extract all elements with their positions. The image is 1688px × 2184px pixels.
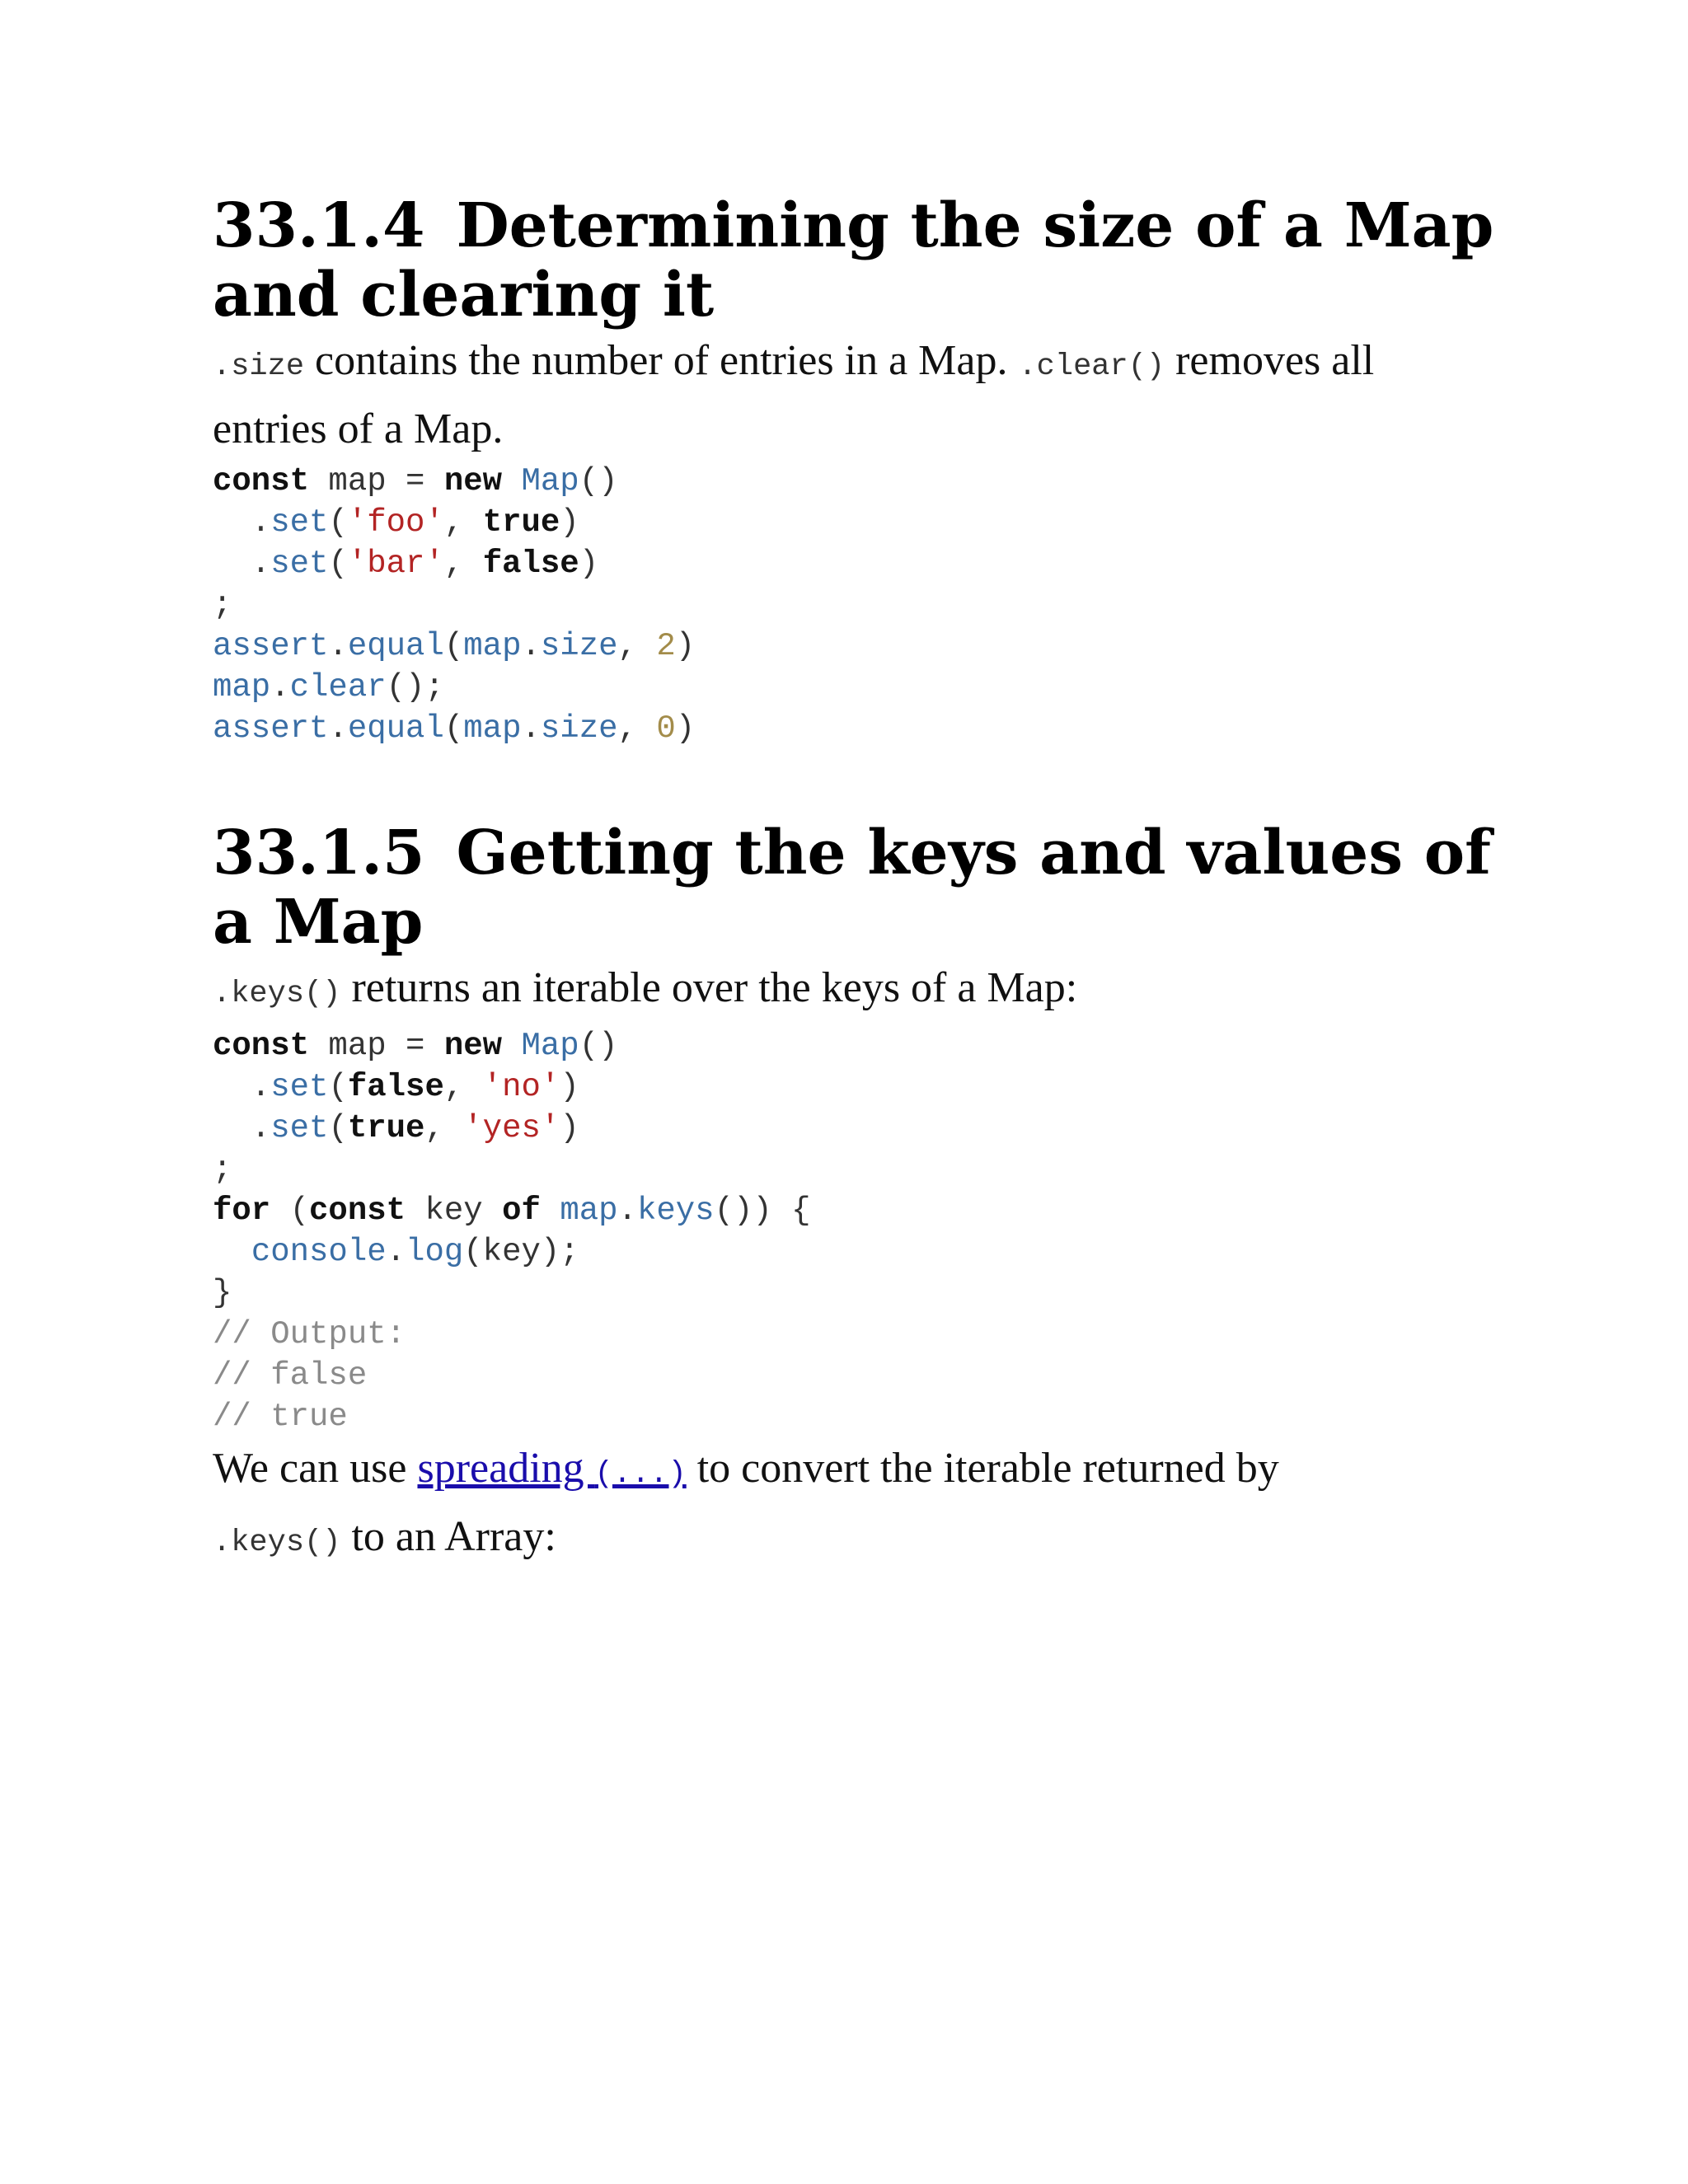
code-text: ()) {: [714, 1193, 811, 1229]
code-identifier: map: [463, 710, 522, 747]
link-code: (...): [594, 1457, 687, 1492]
code-keyword: new: [443, 1028, 503, 1064]
code-text: .: [328, 628, 348, 664]
inline-code-keys: .keys(): [213, 1526, 341, 1560]
code-block-size-assert: [213, 626, 1498, 749]
code-text: ,: [443, 1069, 483, 1105]
code-keyword: for: [213, 1193, 271, 1229]
code-text: ,: [443, 504, 483, 541]
code-text: ): [675, 628, 696, 664]
code-text: (): [579, 463, 618, 499]
code-text: (: [270, 1193, 310, 1229]
paragraph-text: We can use: [213, 1445, 418, 1492]
section-heading-33-1-4: [213, 191, 1498, 330]
paragraph-text: returns an iterable over the keys of a Map:: [340, 964, 1078, 1011]
code-string: 'bar': [347, 546, 444, 582]
code-text: .: [213, 1110, 271, 1146]
code-identifier: size: [540, 628, 618, 664]
paragraph-text: removes all entries of a Map.: [213, 337, 1375, 452]
code-keyword: const: [213, 1028, 310, 1064]
inline-code-clear: .clear(): [1018, 349, 1165, 384]
code-keyword: const: [213, 463, 310, 499]
code-identifier: assert: [213, 628, 329, 664]
inline-code-keys: .keys(): [213, 977, 341, 1011]
code-keyword: false: [482, 546, 579, 582]
code-text: (: [443, 628, 464, 664]
paragraph-text: contains the number of entries in a Map.: [304, 337, 1019, 384]
code-identifier: set: [270, 546, 329, 582]
code-text: [502, 463, 521, 499]
paragraph-text: to convert the iterable returned by: [686, 1445, 1279, 1492]
code-text: ,: [424, 1110, 464, 1146]
code-comment: // Output:: [213, 1316, 406, 1352]
code-text: (: [328, 1110, 348, 1146]
content: [213, 191, 1498, 1574]
code-block-create-map: [213, 461, 1498, 626]
paragraph-keys: [213, 957, 1498, 1025]
code-text: (: [328, 504, 348, 541]
code-text: (: [328, 1069, 348, 1105]
code-identifier: assert: [213, 710, 329, 747]
inline-code-size: .size: [213, 349, 305, 384]
code-text: [541, 1193, 560, 1229]
section-number: 33.1.4: [213, 190, 425, 261]
code-text: ,: [443, 546, 483, 582]
code-identifier: set: [270, 1110, 329, 1146]
code-identifier: map: [463, 628, 522, 664]
code-comment: // false: [213, 1357, 368, 1394]
code-identifier: Map: [521, 463, 579, 499]
code-text: .: [213, 504, 271, 541]
code-text: ): [560, 1110, 579, 1146]
code-text: .: [386, 1234, 406, 1270]
paragraph-spreading: [213, 1437, 1498, 1574]
section-title: Determining the size of a Map and clearing it: [213, 190, 1494, 330]
section-heading-33-1-5: [213, 818, 1498, 957]
code-number: 2: [656, 628, 676, 664]
code-identifier: log: [406, 1234, 464, 1270]
code-text: (): [579, 1028, 618, 1064]
code-keyword: new: [443, 463, 503, 499]
code-text: map =: [309, 463, 444, 499]
code-text: [502, 1028, 521, 1064]
code-text: ): [560, 1069, 579, 1105]
paragraph-size-clear: [213, 330, 1498, 461]
section-number: 33.1.5: [213, 818, 425, 888]
code-text: (: [328, 546, 348, 582]
code-text: [213, 1234, 251, 1270]
code-text: ,: [617, 710, 657, 747]
code-identifier: set: [270, 504, 329, 541]
code-keyword: true: [347, 1110, 425, 1146]
code-text: ): [579, 546, 599, 582]
code-keyword: const: [309, 1193, 406, 1229]
code-identifier: clear: [289, 669, 387, 705]
code-text: .: [270, 669, 290, 705]
link-text: spreading: [417, 1445, 595, 1492]
code-text: .: [617, 1193, 637, 1229]
code-text: .: [213, 1069, 271, 1105]
code-keyword: true: [482, 504, 560, 541]
code-text: ,: [617, 628, 657, 664]
code-identifier: equal: [347, 628, 444, 664]
code-keyword: false: [347, 1069, 444, 1105]
code-keyword: of: [502, 1193, 541, 1229]
code-identifier: size: [540, 710, 618, 747]
section-title: Getting the keys and values of a Map: [213, 818, 1491, 958]
code-text: (key);: [463, 1234, 579, 1270]
code-string: 'yes': [463, 1110, 560, 1146]
code-comment: // true: [213, 1399, 348, 1435]
code-identifier: equal: [347, 710, 444, 747]
code-text: ): [560, 504, 579, 541]
spreading-link[interactable]: [417, 1445, 686, 1492]
code-text: ): [675, 710, 696, 747]
code-text: .: [521, 710, 541, 747]
code-text: ();: [386, 669, 444, 705]
code-identifier: map: [213, 669, 271, 705]
code-text: }: [213, 1275, 232, 1311]
code-text: .: [521, 628, 541, 664]
code-identifier: map: [560, 1193, 618, 1229]
code-block-iterate-keys: [213, 1190, 1498, 1437]
code-text: map =: [309, 1028, 444, 1064]
code-text: .: [328, 710, 348, 747]
code-text: key: [406, 1193, 503, 1229]
code-block-create-map-2: [213, 1025, 1498, 1190]
code-text: .: [213, 546, 271, 582]
code-text: ;: [213, 587, 232, 623]
code-identifier: console: [251, 1234, 387, 1270]
code-string: 'foo': [347, 504, 444, 541]
code-number: 0: [656, 710, 676, 747]
code-identifier: Map: [521, 1028, 579, 1064]
code-text: ;: [213, 1151, 232, 1188]
code-identifier: set: [270, 1069, 329, 1105]
code-identifier: keys: [636, 1193, 715, 1229]
paragraph-text: to an Array:: [340, 1513, 556, 1560]
code-text: (: [443, 710, 464, 747]
code-string: 'no': [482, 1069, 560, 1105]
